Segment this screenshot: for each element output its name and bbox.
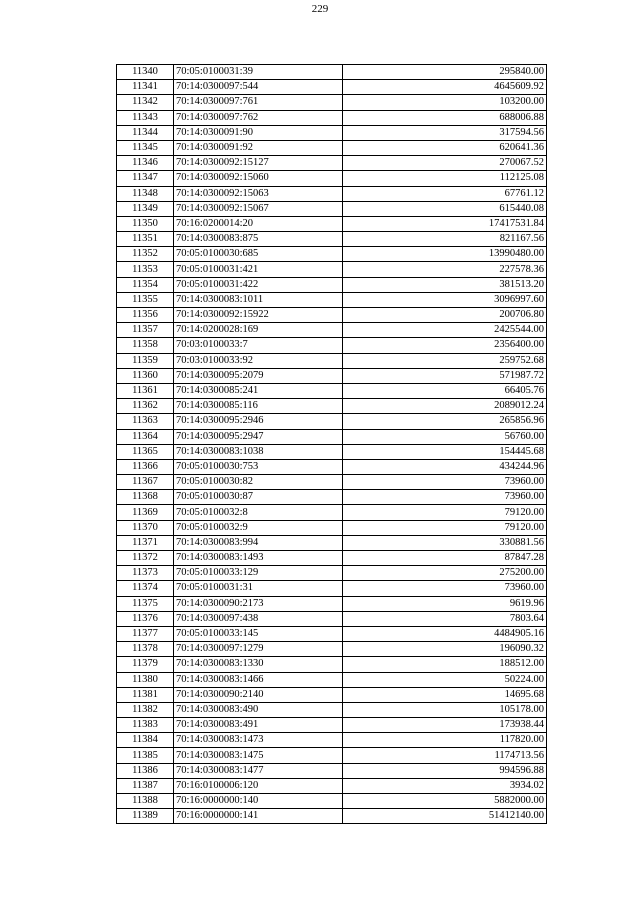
- value-cell: 14695.68: [343, 687, 547, 702]
- cadastral-number-cell: 70:14:0300097:1279: [174, 642, 343, 657]
- cadastral-number-cell: 70:05:0100033:129: [174, 566, 343, 581]
- table-row: [117, 794, 547, 809]
- row-number-cell: 11368: [117, 490, 174, 505]
- table-row: [117, 95, 547, 110]
- row-number-cell: 11353: [117, 262, 174, 277]
- row-number-cell: 11385: [117, 748, 174, 763]
- table-row: [117, 672, 547, 687]
- value-cell: 2425544.00: [343, 323, 547, 338]
- table-row: [117, 277, 547, 292]
- row-number-cell: 11363: [117, 414, 174, 429]
- table-row: [117, 657, 547, 672]
- row-number-cell: 11377: [117, 626, 174, 641]
- row-number-cell: 11342: [117, 95, 174, 110]
- row-number-cell: 11346: [117, 156, 174, 171]
- value-cell: 200706.80: [343, 308, 547, 323]
- table-row: [117, 490, 547, 505]
- row-number-cell: 11375: [117, 596, 174, 611]
- cadastral-number-cell: 70:14:0300085:241: [174, 383, 343, 398]
- row-number-cell: 11356: [117, 308, 174, 323]
- value-cell: 87847.28: [343, 551, 547, 566]
- value-cell: 620641.36: [343, 140, 547, 155]
- cadastral-number-cell: 70:05:0100032:8: [174, 505, 343, 520]
- cadastral-number-cell: 70:05:0100030:753: [174, 459, 343, 474]
- value-cell: 67761.12: [343, 186, 547, 201]
- value-cell: 5882000.00: [343, 794, 547, 809]
- row-number-cell: 11380: [117, 672, 174, 687]
- table-row: [117, 626, 547, 641]
- table-row: [117, 566, 547, 581]
- cadastral-number-cell: 70:14:0300083:1466: [174, 672, 343, 687]
- row-number-cell: 11357: [117, 323, 174, 338]
- row-number-cell: 11369: [117, 505, 174, 520]
- cadastral-number-cell: 70:16:0100006:120: [174, 778, 343, 793]
- row-number-cell: 11354: [117, 277, 174, 292]
- registry-table: [116, 64, 547, 824]
- value-cell: 73960.00: [343, 490, 547, 505]
- value-cell: 105178.00: [343, 702, 547, 717]
- row-number-cell: 11378: [117, 642, 174, 657]
- row-number-cell: 11376: [117, 611, 174, 626]
- cadastral-number-cell: 70:05:0100031:422: [174, 277, 343, 292]
- value-cell: 79120.00: [343, 520, 547, 535]
- page-number: 229: [311, 3, 329, 15]
- row-number-cell: 11386: [117, 763, 174, 778]
- value-cell: 196090.32: [343, 642, 547, 657]
- table-row: [117, 809, 547, 824]
- table-row: [117, 308, 547, 323]
- row-number-cell: 11345: [117, 140, 174, 155]
- table-row: [117, 140, 547, 155]
- table-row: [117, 429, 547, 444]
- value-cell: 3096997.60: [343, 292, 547, 307]
- table-row: [117, 535, 547, 550]
- row-number-cell: 11360: [117, 368, 174, 383]
- cadastral-number-cell: 70:14:0300095:2946: [174, 414, 343, 429]
- row-number-cell: 11370: [117, 520, 174, 535]
- table-row: [117, 171, 547, 186]
- value-cell: 79120.00: [343, 505, 547, 520]
- value-cell: 265856.96: [343, 414, 547, 429]
- table-row: [117, 414, 547, 429]
- row-number-cell: 11349: [117, 201, 174, 216]
- value-cell: 270067.52: [343, 156, 547, 171]
- value-cell: 381513.20: [343, 277, 547, 292]
- row-number-cell: 11350: [117, 216, 174, 231]
- cadastral-number-cell: 70:05:0100030:82: [174, 475, 343, 490]
- cadastral-number-cell: 70:14:0300085:116: [174, 399, 343, 414]
- cadastral-number-cell: 70:14:0300083:1011: [174, 292, 343, 307]
- row-number-cell: 11348: [117, 186, 174, 201]
- table-row: [117, 444, 547, 459]
- cadastral-number-cell: 70:14:0300092:15127: [174, 156, 343, 171]
- cadastral-number-cell: 70:14:0300090:2140: [174, 687, 343, 702]
- cadastral-number-cell: 70:14:0300083:490: [174, 702, 343, 717]
- row-number-cell: 11389: [117, 809, 174, 824]
- value-cell: 73960.00: [343, 475, 547, 490]
- value-cell: 173938.44: [343, 718, 547, 733]
- value-cell: 188512.00: [343, 657, 547, 672]
- value-cell: 317594.56: [343, 125, 547, 140]
- cadastral-number-cell: 70:14:0300091:90: [174, 125, 343, 140]
- row-number-cell: 11379: [117, 657, 174, 672]
- table-row: [117, 733, 547, 748]
- row-number-cell: 11344: [117, 125, 174, 140]
- value-cell: 4645609.92: [343, 80, 547, 95]
- row-number-cell: 11362: [117, 399, 174, 414]
- cadastral-number-cell: 70:14:0300097:544: [174, 80, 343, 95]
- row-number-cell: 11358: [117, 338, 174, 353]
- cadastral-number-cell: 70:14:0300092:15060: [174, 171, 343, 186]
- cadastral-number-cell: 70:05:0100030:685: [174, 247, 343, 262]
- cadastral-number-cell: 70:05:0100031:421: [174, 262, 343, 277]
- cadastral-number-cell: 70:14:0300095:2947: [174, 429, 343, 444]
- value-cell: 1174713.56: [343, 748, 547, 763]
- cadastral-number-cell: 70:16:0000000:140: [174, 794, 343, 809]
- table-row: [117, 702, 547, 717]
- row-number-cell: 11384: [117, 733, 174, 748]
- value-cell: 51412140.00: [343, 809, 547, 824]
- cadastral-number-cell: 70:05:0100031:31: [174, 581, 343, 596]
- row-number-cell: 11343: [117, 110, 174, 125]
- table-row: [117, 383, 547, 398]
- row-number-cell: 11355: [117, 292, 174, 307]
- cadastral-number-cell: 70:05:0100031:39: [174, 65, 343, 80]
- row-number-cell: 11341: [117, 80, 174, 95]
- registry-table-body: [117, 65, 547, 824]
- value-cell: 615440.08: [343, 201, 547, 216]
- value-cell: 154445.68: [343, 444, 547, 459]
- cadastral-number-cell: 70:14:0300083:1473: [174, 733, 343, 748]
- table-row: [117, 778, 547, 793]
- table-row: [117, 80, 547, 95]
- cadastral-number-cell: 70:14:0300090:2173: [174, 596, 343, 611]
- cadastral-number-cell: 70:05:0100032:9: [174, 520, 343, 535]
- cadastral-number-cell: 70:14:0300083:1477: [174, 763, 343, 778]
- value-cell: 434244.96: [343, 459, 547, 474]
- value-cell: 17417531.84: [343, 216, 547, 231]
- table-row: [117, 399, 547, 414]
- value-cell: 117820.00: [343, 733, 547, 748]
- cadastral-number-cell: 70:14:0300092:15067: [174, 201, 343, 216]
- row-number-cell: 11372: [117, 551, 174, 566]
- cadastral-number-cell: 70:14:0300083:994: [174, 535, 343, 550]
- value-cell: 66405.76: [343, 383, 547, 398]
- table-row: [117, 505, 547, 520]
- value-cell: 50224.00: [343, 672, 547, 687]
- table-row: [117, 292, 547, 307]
- table-row: [117, 459, 547, 474]
- cadastral-number-cell: 70:16:0200014:20: [174, 216, 343, 231]
- table-row: [117, 475, 547, 490]
- value-cell: 688006.88: [343, 110, 547, 125]
- table-row: [117, 611, 547, 626]
- row-number-cell: 11340: [117, 65, 174, 80]
- value-cell: 13990480.00: [343, 247, 547, 262]
- row-number-cell: 11352: [117, 247, 174, 262]
- row-number-cell: 11387: [117, 778, 174, 793]
- cadastral-number-cell: 70:14:0300097:761: [174, 95, 343, 110]
- row-number-cell: 11374: [117, 581, 174, 596]
- table-row: [117, 201, 547, 216]
- row-number-cell: 11381: [117, 687, 174, 702]
- row-number-cell: 11364: [117, 429, 174, 444]
- row-number-cell: 11388: [117, 794, 174, 809]
- row-number-cell: 11382: [117, 702, 174, 717]
- value-cell: 994596.88: [343, 763, 547, 778]
- cadastral-number-cell: 70:14:0300083:1330: [174, 657, 343, 672]
- cadastral-number-cell: 70:05:0100033:145: [174, 626, 343, 641]
- cadastral-number-cell: 70:14:0200028:169: [174, 323, 343, 338]
- cadastral-number-cell: 70:03:0100033:7: [174, 338, 343, 353]
- row-number-cell: 11371: [117, 535, 174, 550]
- value-cell: 7803.64: [343, 611, 547, 626]
- table-row: [117, 687, 547, 702]
- row-number-cell: 11361: [117, 383, 174, 398]
- table-row: [117, 216, 547, 231]
- cadastral-number-cell: 70:14:0300083:1493: [174, 551, 343, 566]
- table-row: [117, 125, 547, 140]
- value-cell: 112125.08: [343, 171, 547, 186]
- cadastral-number-cell: 70:14:0300092:15063: [174, 186, 343, 201]
- value-cell: 2089012.24: [343, 399, 547, 414]
- cadastral-number-cell: 70:16:0000000:141: [174, 809, 343, 824]
- value-cell: 275200.00: [343, 566, 547, 581]
- row-number-cell: 11383: [117, 718, 174, 733]
- cadastral-number-cell: 70:14:0300083:1038: [174, 444, 343, 459]
- value-cell: 571987.72: [343, 368, 547, 383]
- cadastral-number-cell: 70:03:0100033:92: [174, 353, 343, 368]
- value-cell: 295840.00: [343, 65, 547, 80]
- table-row: [117, 232, 547, 247]
- table-row: [117, 338, 547, 353]
- value-cell: 330881.56: [343, 535, 547, 550]
- value-cell: 56760.00: [343, 429, 547, 444]
- table-row: [117, 65, 547, 80]
- cadastral-number-cell: 70:14:0300092:15922: [174, 308, 343, 323]
- table-row: [117, 718, 547, 733]
- table-row: [117, 353, 547, 368]
- value-cell: 259752.68: [343, 353, 547, 368]
- row-number-cell: 11359: [117, 353, 174, 368]
- table-row: [117, 642, 547, 657]
- table-row: [117, 110, 547, 125]
- cadastral-number-cell: 70:14:0300097:438: [174, 611, 343, 626]
- row-number-cell: 11366: [117, 459, 174, 474]
- row-number-cell: 11347: [117, 171, 174, 186]
- cadastral-number-cell: 70:14:0300083:1475: [174, 748, 343, 763]
- table-row: [117, 551, 547, 566]
- table-row: [117, 368, 547, 383]
- table-row: [117, 186, 547, 201]
- value-cell: 4484905.16: [343, 626, 547, 641]
- cadastral-number-cell: 70:05:0100030:87: [174, 490, 343, 505]
- value-cell: 9619.96: [343, 596, 547, 611]
- value-cell: 73960.00: [343, 581, 547, 596]
- value-cell: 103200.00: [343, 95, 547, 110]
- row-number-cell: 11351: [117, 232, 174, 247]
- table-row: [117, 763, 547, 778]
- cadastral-number-cell: 70:14:0300097:762: [174, 110, 343, 125]
- value-cell: 227578.36: [343, 262, 547, 277]
- value-cell: 2356400.00: [343, 338, 547, 353]
- row-number-cell: 11373: [117, 566, 174, 581]
- value-cell: 821167.56: [343, 232, 547, 247]
- table-row: [117, 323, 547, 338]
- table-row: [117, 596, 547, 611]
- cadastral-number-cell: 70:14:0300083:491: [174, 718, 343, 733]
- cadastral-number-cell: 70:14:0300083:875: [174, 232, 343, 247]
- table-row: [117, 156, 547, 171]
- table-row: [117, 247, 547, 262]
- table-row: [117, 520, 547, 535]
- table-row: [117, 262, 547, 277]
- row-number-cell: 11367: [117, 475, 174, 490]
- table-row: [117, 748, 547, 763]
- value-cell: 3934.02: [343, 778, 547, 793]
- table-row: [117, 581, 547, 596]
- cadastral-number-cell: 70:14:0300091:92: [174, 140, 343, 155]
- row-number-cell: 11365: [117, 444, 174, 459]
- cadastral-number-cell: 70:14:0300095:2079: [174, 368, 343, 383]
